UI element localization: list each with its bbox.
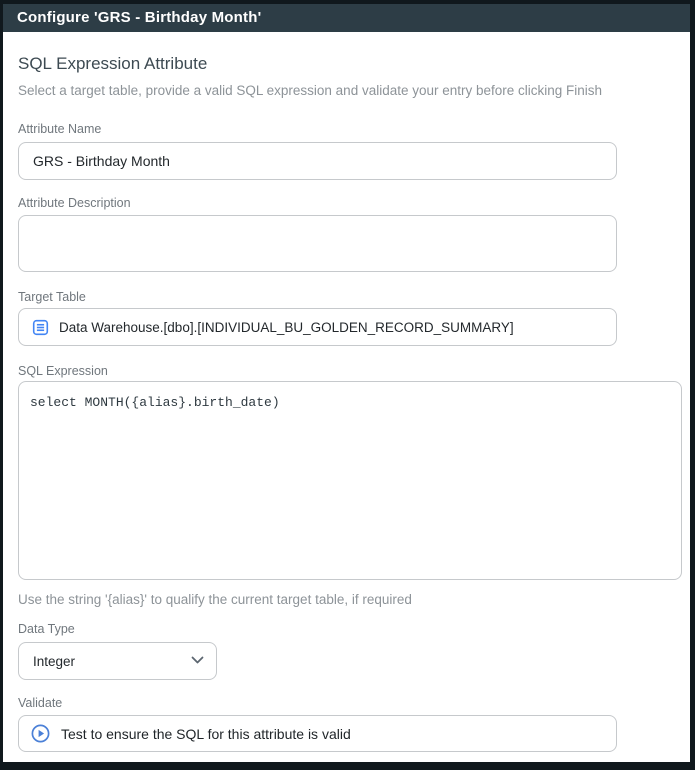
page-subtitle: Select a target table, provide a valid SQL expression and validate your entry before clicking Finish — [18, 83, 603, 98]
table-icon — [32, 319, 49, 336]
page-title: SQL Expression Attribute — [18, 54, 208, 73]
target-table-field[interactable] — [18, 308, 617, 346]
validate-test-button[interactable] — [18, 715, 617, 752]
dialog-title: Configure 'GRS - Birthday Month' — [17, 9, 262, 26]
attribute-name-label: Attribute Name — [18, 122, 102, 136]
data-type-label: Data Type — [18, 622, 75, 636]
data-type-selected-value: Integer — [33, 653, 76, 669]
configure-dialog — [3, 4, 690, 762]
target-table-value: Data Warehouse.[dbo].[INDIVIDUAL_BU_GOLDEN_RECORD_SUMMARY] — [59, 319, 514, 335]
chevron-down-icon — [191, 652, 204, 670]
attribute-description-label: Attribute Description — [18, 196, 131, 210]
sql-expression-label: SQL Expression — [18, 364, 108, 378]
target-table-label: Target Table — [18, 290, 86, 304]
alias-helper-text: Use the string '{alias}' to qualify the current target table, if required — [18, 592, 412, 607]
sql-expression-textarea[interactable] — [18, 381, 682, 580]
data-type-select[interactable] — [18, 642, 217, 680]
play-icon — [31, 724, 50, 743]
validate-button-text: Test to ensure the SQL for this attribute is valid — [61, 725, 351, 742]
attribute-name-input[interactable] — [18, 142, 617, 180]
dialog-title-bar — [3, 4, 690, 32]
attribute-description-textarea[interactable] — [18, 215, 617, 272]
validate-label: Validate — [18, 696, 63, 710]
